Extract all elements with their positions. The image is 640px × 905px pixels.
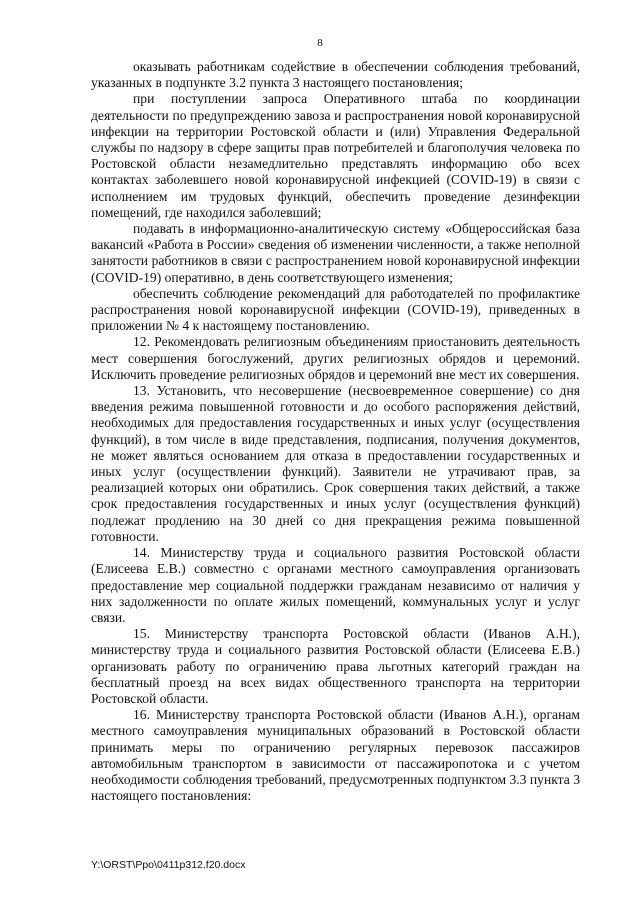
page-number: 8	[317, 37, 323, 49]
paragraph-item-16: 16. Министерству транспорта Ростовской области (Иванов А.Н.), органам местного самоуправления муниципальных образований в Ростовской области принимать меры по ограничению регулярных перевозок пассажиров автомобильным транспортом в зависимости от пассажиропотока и с учетом необходимости соблюдения требований, предусмотренных подпунктом 3.3 пункта 3 настоящего постановления:	[91, 707, 580, 804]
paragraph-employee-assistance: оказывать работникам содействие в обеспечении соблюдения требований, указанных в подпункте 3.2 пункта 3 настоящего постановления;	[91, 59, 580, 91]
footer-file-path: Y:\ORST\Ppo\0411p312.f20.docx	[91, 859, 246, 871]
paragraph-employer-recommendations: обеспечить соблюдение рекомендаций для работодателей по профилактике распространения новой коронавирусной инфекции (COVID-19), приведенных в приложении № 4 к настоящему постановлению.	[91, 285, 580, 334]
paragraph-item-12: 12. Рекомендовать религиозным объединениям приостановить деятельность мест совершения богослужений, других религиозных обрядов и церемоний. Исключить проведение религиозных обрядов и церемоний вне мест их совершения.	[91, 334, 580, 382]
paragraph-item-14: 14. Министерству труда и социального развития Ростовской области (Елисеева Е.В.) совместно с органами местного самоуправления организовать предоставление мер социальной поддержки гражданам независимо от наличия у них задолженности по оплате жилых помещений, коммунальных услуг и услуг связи.	[91, 545, 580, 625]
document-body	[91, 59, 580, 804]
paragraph-item-13: 13. Установить, что несовершение (несвоевременное совершение) со дня введения режима повышенной готовности и до особого распоряжения действий, необходимых для предоставления государственных и иных услуг (осуществления функций), в том числе в виде представления, подписания, получения документов, не может являться основанием для отказа в предоставлении государственных и иных услуг (осуществлении функций). Заявители не утрачивают прав, за реализацией которых они обратились. Срок совершения таких действий, а также срок предоставления государственных и иных услуг (осуществления функций) подлежат продлению на 30 дней со дня прекращения режима повышенной готовности.	[91, 383, 580, 544]
paragraph-contact-information: при поступлении запроса Оперативного штаба по координации деятельности по предупреждению завоза и распространения новой коронавирусной инфекции на территории Ростовской области и (или) Управления Федеральной службы по надзору в сфере защиты прав потребителей и благополучия человека по Ростовской области незамедлительно представлять информацию обо всех контактах заболевшего новой коронавирусной инфекцией (COVID-19) в связи с исполнением им трудовых функций, обеспечить проведение дезинфекции помещений, где находился заболевший;	[91, 91, 580, 220]
paragraph-vacancy-database: подавать в информационно-аналитическую систему «Общероссийская база вакансий «Работа в России» сведения об изменении численности, а также неполной занятости работников в связи с распространением новой коронавирусной инфекции (COVID-19) оперативно, в день соответствующего изменения;	[91, 221, 580, 285]
paragraph-item-15: 15. Министерству транспорта Ростовской области (Иванов А.Н.), министерству труда и социального развития Ростовской области (Елисеева Е.В.) организовать работу по ограничению права льготных категорий граждан на бесплатный проезд на всех видах общественного транспорта на территории Ростовской области.	[91, 626, 580, 706]
